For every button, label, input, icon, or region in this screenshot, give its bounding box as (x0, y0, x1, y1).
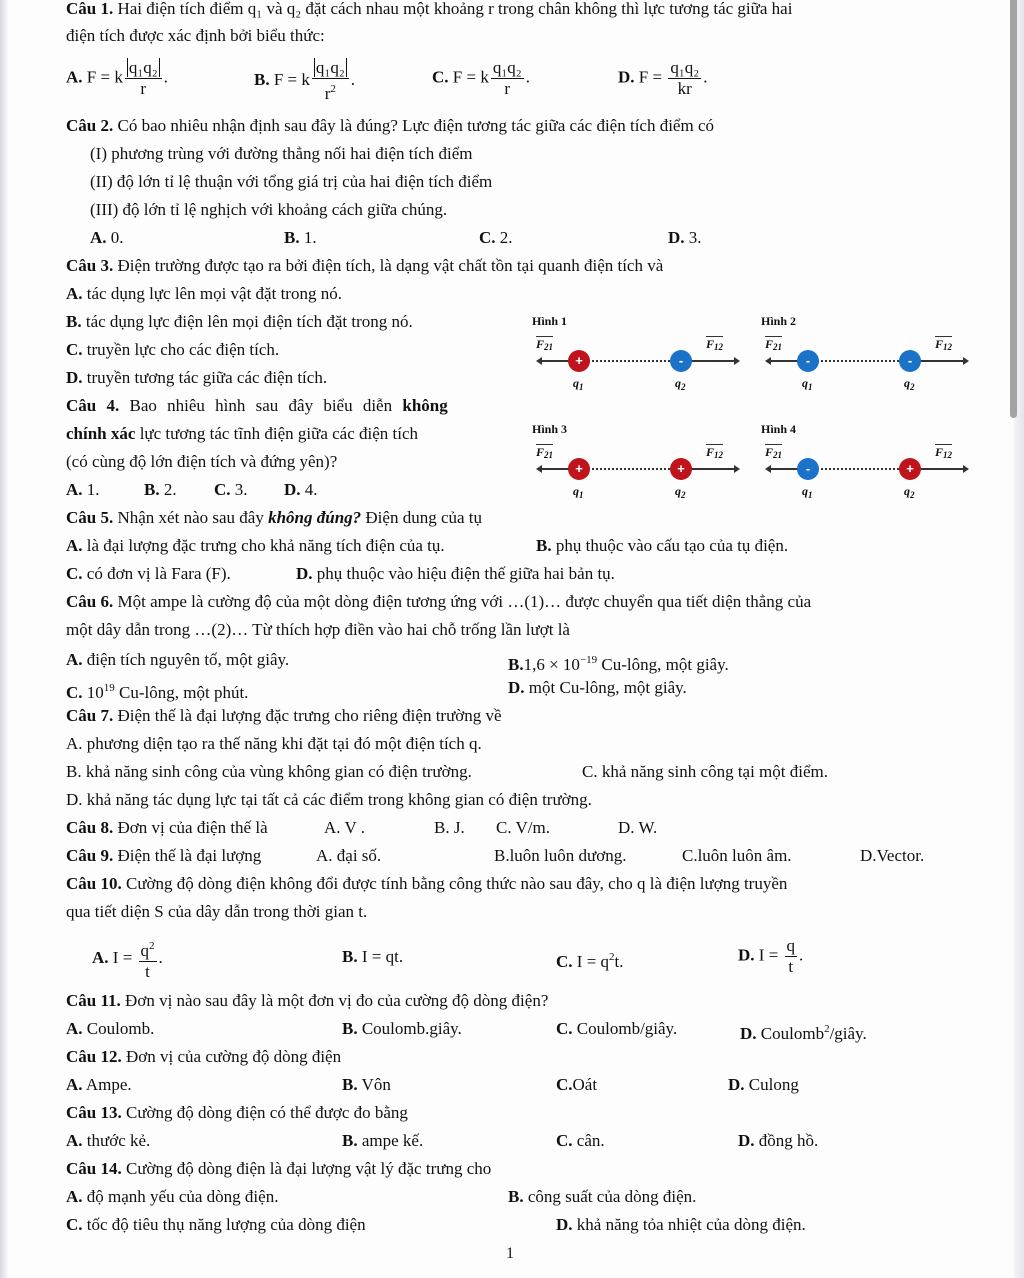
question-text: điện tích được xác định bởi biểu thức: (66, 26, 325, 45)
option-key: D. (618, 67, 635, 87)
option-text: Oát (572, 1075, 598, 1094)
q1-option-c: C. F = k $\frac{\text{q₁q₂}}{r}$ . (432, 58, 530, 98)
option-text: khả năng tỏa nhiệt của dòng điện. (572, 1215, 806, 1234)
figure-title: Hình 1 (532, 314, 568, 328)
question-3-stem (66, 255, 663, 277)
question-label: Câu 13. (66, 1103, 122, 1122)
formula-prefix: I = (112, 947, 137, 967)
exponent: 2 (330, 83, 336, 95)
q13-option-b (342, 1130, 423, 1152)
positive-charge-icon: + (568, 458, 590, 480)
option-text: Cu-lông, một giây. (597, 655, 729, 674)
formula-prefix: F = (638, 67, 667, 87)
question-10-stem (66, 873, 787, 895)
question-text: Đơn vị của cường độ dòng điện (121, 1047, 342, 1066)
option-text: tác dụng lực lên mọi vật đặt trong nó. (82, 284, 342, 303)
option-text: công suất của dòng điện. (523, 1187, 697, 1206)
negative-charge-icon: - (797, 350, 819, 372)
question-label: Câu 8. (66, 818, 114, 837)
arrow-left-icon (765, 357, 771, 365)
q13-option-c (556, 1130, 605, 1152)
question-text: Đơn vị nào sau đây là một đơn vị đo của cường độ dòng điện? (120, 991, 549, 1010)
option-key: C. (556, 1019, 573, 1038)
option-key: A. (66, 284, 83, 303)
fraction (139, 936, 157, 982)
option-key: C. (66, 340, 83, 359)
question-12-stem (66, 1046, 341, 1068)
option-key: A. (92, 947, 109, 967)
numerator: q₁q₂ (128, 58, 158, 77)
formula-prefix: F = k (452, 67, 489, 87)
question-text: Điện trường được tạo ra bởi điện tích, là dạng vật chất tồn tại quanh điện tích và (113, 256, 664, 275)
denominator: r (504, 79, 511, 98)
option-text: 1,6 × 10 (523, 655, 580, 674)
question-4-stem-cont2 (66, 451, 337, 473)
option-key: C. (214, 480, 231, 499)
question-label: Câu 1. (66, 0, 114, 18)
question-8-stem (66, 817, 268, 839)
option-key: B. (536, 536, 552, 555)
q8-option-d: D. W. (618, 818, 658, 837)
question-label: Câu 4. (66, 396, 120, 415)
emphasis-text: chính xác (66, 424, 136, 443)
arrow-right-icon (734, 357, 740, 365)
option-key: C. (556, 1075, 573, 1094)
q1-option-a: A. F = k $\frac{\text{q₁q₂}}{r}$ . (66, 58, 168, 98)
figure-title: Hình 3 (532, 422, 568, 436)
option-text: /giây. (829, 1024, 867, 1043)
option-key: B. (144, 480, 160, 499)
q9-option-b: B.luôn luôn dương. (494, 846, 627, 865)
q11-option-d (740, 1018, 867, 1045)
question-label: Câu 11. (66, 991, 121, 1010)
q2-option-d (668, 227, 702, 249)
option-text: Coulomb (756, 1024, 825, 1043)
question-text: Hai điện tích điểm q₁ và q₂ đặt cách nhau một khoảng r trong chân không thì lực tương tác giữa hai (113, 0, 793, 18)
q3-option-a (66, 283, 342, 305)
figure-hinh-4 (759, 422, 979, 512)
question-text: Cường độ dòng điện không đổi được tính bằng công thức nào sau đây, cho q là điện lượng truyền (121, 874, 788, 893)
option-text: 10 (82, 683, 104, 702)
option-text: có đơn vị là Fara (F). (82, 564, 231, 583)
option-text: t. (614, 952, 624, 971)
figure-title: Hình 4 (761, 422, 797, 436)
positive-charge-icon: + (670, 458, 692, 480)
q6-option-c (66, 677, 248, 704)
exponent: 19 (103, 682, 115, 694)
q9-option-a: A. đại số. (316, 846, 382, 865)
question-label: Câu 5. (66, 508, 114, 527)
question-6-stem-cont (66, 619, 570, 641)
question-label: Câu 2. (66, 116, 114, 135)
charge-label-q2: $q_2$ (904, 484, 915, 500)
q14-option-c (66, 1214, 366, 1236)
arrow-left-icon (536, 465, 542, 473)
figure-hinh-3 (530, 422, 750, 512)
option-key: B. (254, 69, 270, 89)
numerator: q₁q₂ (670, 58, 700, 77)
question-label: Câu 9. (66, 846, 114, 865)
option-key: D. (738, 1131, 755, 1150)
exponent: 2 (824, 1023, 830, 1035)
q9-option-c: C.luôn luôn âm. (682, 846, 792, 865)
emphasis-text: không đúng? (268, 508, 362, 527)
q12-option-b (342, 1074, 391, 1096)
option-key: C. (479, 228, 496, 247)
question-label: Câu 6. (66, 592, 114, 611)
q8-option-a: A. V . (324, 818, 365, 837)
q10-option-a: A. I = $\frac{q^2}{t}$ . (92, 936, 163, 982)
q4-option-a (66, 479, 100, 501)
figure-hinh-2 (759, 314, 979, 404)
force-label-f21: $F_{21}$ (536, 445, 554, 460)
question-7-stem (66, 705, 502, 727)
figure-hinh-1 (530, 314, 750, 404)
q2-statement-3: (III) độ lớn tỉ lệ nghịch với khoảng cách giữa chúng. (90, 200, 448, 219)
option-text: 2. (159, 480, 177, 499)
q10-option-c (556, 946, 624, 973)
q14-option-a (66, 1186, 278, 1208)
option-key: A. (66, 650, 83, 669)
option-text: I = q (576, 952, 610, 971)
q14-option-d (556, 1214, 806, 1236)
question-1-stem-cont (66, 25, 325, 47)
force-label-f21: $F_{21}$ (536, 337, 554, 352)
fraction (312, 58, 349, 104)
option-text: 3. (230, 480, 248, 499)
option-text: 4. (300, 480, 318, 499)
option-key: A. (66, 1019, 83, 1038)
q11-option-a (66, 1018, 154, 1040)
exponent: −19 (579, 654, 598, 666)
negative-charge-icon: - (797, 458, 819, 480)
arrow-right-icon (734, 465, 740, 473)
q6-option-a (66, 649, 289, 671)
option-key: C. (66, 564, 83, 583)
denominator: t (788, 957, 794, 976)
q2-statement-2: (II) độ lớn tỉ lệ thuận với tổng giá trị của hai điện tích điểm (90, 172, 493, 191)
scrollbar-thumb[interactable] (1010, 0, 1017, 418)
q12-option-c (556, 1074, 597, 1096)
option-text: cân. (572, 1131, 605, 1150)
force-label-f12: $F_{12}$ (935, 445, 953, 460)
q3-option-c (66, 339, 279, 361)
question-label: Câu 10. (66, 874, 122, 893)
option-text: phụ thuộc vào hiệu điện thế giữa hai bản tụ. (312, 564, 615, 583)
option-key: C. (66, 1215, 83, 1234)
charge-label-q1: $q_1$ (802, 484, 813, 500)
q8-option-b: B. J. (434, 818, 465, 837)
denominator: r (324, 84, 331, 103)
negative-charge-icon: - (899, 350, 921, 372)
option-text: Cu-lông, một phút. (114, 683, 249, 702)
option-text: Vôn (357, 1075, 391, 1094)
q12-option-a (66, 1074, 132, 1096)
fraction (668, 58, 701, 99)
option-text: 0. (106, 228, 124, 247)
numerator: q (786, 936, 796, 955)
option-text: Coulomb/giây. (572, 1019, 678, 1038)
denominator: r (140, 79, 147, 98)
option-key: A. (90, 228, 107, 247)
question-4-stem-cont (66, 423, 418, 445)
question-text: Đơn vị của điện thế là (113, 818, 268, 837)
q6-option-d (508, 677, 687, 699)
option-text: ampe kế. (357, 1131, 424, 1150)
arrow-right-icon (963, 465, 969, 473)
q1-option-d: D. F = $\frac{\text{q₁q₂}}{kr}$ . (618, 58, 708, 98)
arrow-left-icon (765, 465, 771, 473)
question-11-stem (66, 990, 548, 1012)
q1-option-b: B. F = k $\frac{\text{q₁q₂}}{r^2}$ . (254, 58, 355, 103)
question-1-stem (66, 0, 792, 20)
q9-option-d: D.Vector. (860, 846, 925, 865)
numerator: q (140, 941, 150, 960)
q5-option-a (66, 535, 445, 557)
q2-statement-1: (I) phương trùng với đường thẳng nối hai điện tích điểm (90, 144, 473, 163)
option-text: 1. (299, 228, 317, 247)
option-key: A. (66, 1187, 83, 1206)
exponent: 2 (609, 951, 615, 963)
option-text: Ampe. (82, 1075, 132, 1094)
option-key: D. (738, 945, 755, 965)
q8-option-c: C. V/m. (496, 818, 551, 837)
q4-option-b (144, 479, 177, 501)
question-2-stem (66, 115, 714, 137)
q14-option-b (508, 1186, 696, 1208)
charge-label-q1: $q_1$ (573, 376, 584, 392)
force-label-f21: $F_{21}$ (765, 445, 783, 460)
question-text: Điện dung của tụ (361, 508, 483, 527)
q7-option-d: D. khả năng tác dụng lực tại tất cả các điểm trong không gian có điện trường. (66, 790, 592, 809)
exponent: 2 (149, 940, 155, 952)
option-key: D. (728, 1075, 745, 1094)
formula-prefix: F = k (273, 69, 310, 89)
option-key: B. (508, 655, 524, 674)
emphasis-text: không (402, 396, 448, 415)
option-key: B. (508, 1187, 524, 1206)
option-text: I = qt. (361, 947, 404, 966)
option-key: D. (296, 564, 313, 583)
option-key: A. (66, 536, 83, 555)
q2-option-c (479, 227, 513, 249)
option-key: C. (556, 1131, 573, 1150)
q7-option-b: B. khả năng sinh công của vùng không gian có điện trường. (66, 762, 472, 781)
question-6-stem (66, 591, 811, 613)
question-10-stem-cont (66, 901, 367, 923)
option-key: A. (66, 1131, 83, 1150)
option-text: là đại lượng đặc trưng cho khả năng tích điện của tụ. (82, 536, 445, 555)
charge-label-q1: $q_1$ (573, 484, 584, 500)
option-key: B. (342, 947, 358, 966)
option-text: một Cu-lông, một giây. (524, 678, 687, 697)
option-text: 1. (82, 480, 100, 499)
option-key: A. (66, 67, 83, 87)
q5-option-c (66, 563, 231, 585)
charge-label-q1: $q_1$ (802, 376, 813, 392)
option-text: phụ thuộc vào cấu tạo của tụ điện. (551, 536, 789, 555)
question-label: Câu 14. (66, 1159, 122, 1178)
q7-option-a: A. phương diện tạo ra thế năng khi đặt tại đó một điện tích q. (66, 734, 482, 753)
q12-option-d (728, 1074, 799, 1096)
q5-option-d (296, 563, 615, 585)
question-text: lực tương tác tĩnh điện giữa các điện tích (135, 424, 419, 443)
option-key: A. (66, 1075, 83, 1094)
option-text: Culong (744, 1075, 799, 1094)
question-text: Cường độ dòng điện là đại lượng vật lý đặc trưng cho (121, 1159, 492, 1178)
option-key: B. (342, 1075, 358, 1094)
question-text: qua tiết diện S của dây dẫn trong thời gian t. (66, 902, 368, 921)
question-text: Bao nhiêu hình sau đây biểu diễn (119, 396, 403, 415)
q13-option-d (738, 1130, 818, 1152)
option-text: điện tích nguyên tố, một giây. (82, 650, 290, 669)
q11-option-b (342, 1018, 462, 1040)
option-text: Coulomb.giây. (357, 1019, 462, 1038)
option-key: B. (66, 312, 82, 331)
force-label-f12: $F_{12}$ (706, 337, 724, 352)
denominator: kr (677, 79, 692, 98)
question-label: Câu 12. (66, 1047, 122, 1066)
q4-option-c (214, 479, 248, 501)
charge-label-q2: $q_2$ (904, 376, 915, 392)
question-text: Điện thế là đại lượng (113, 846, 262, 865)
option-key: C. (556, 952, 573, 971)
force-label-f12: $F_{12}$ (935, 337, 953, 352)
force-label-f21: $F_{21}$ (765, 337, 783, 352)
question-14-stem (66, 1158, 491, 1180)
question-text: Cường độ dòng điện có thể được đo bằng (121, 1103, 408, 1122)
option-key: B. (342, 1019, 358, 1038)
numerator: q₁q₂ (492, 58, 522, 77)
q10-option-b (342, 946, 403, 968)
option-key: D. (556, 1215, 573, 1234)
q2-option-b (284, 227, 317, 249)
option-text: truyền tương tác giữa các điện tích. (82, 368, 328, 387)
option-text: độ mạnh yếu của dòng điện. (82, 1187, 279, 1206)
option-text: Coulomb. (82, 1019, 155, 1038)
option-key: C. (432, 67, 449, 87)
option-text: 3. (684, 228, 702, 247)
question-5-stem (66, 507, 482, 529)
question-label: Câu 3. (66, 256, 114, 275)
option-key: D. (284, 480, 301, 499)
q10-option-d: D. I = $\frac{q}{t}$ . (738, 936, 804, 976)
question-text: Điện thế là đại lượng đặc trưng cho riêng điện trường về (113, 706, 502, 725)
q11-option-c (556, 1018, 677, 1040)
formula-prefix: F = k (86, 67, 123, 87)
option-text: truyền lực cho các điện tích. (82, 340, 280, 359)
option-key: D. (508, 678, 525, 697)
option-text: thước kẻ. (82, 1131, 151, 1150)
positive-charge-icon: + (899, 458, 921, 480)
option-text: đồng hồ. (754, 1131, 819, 1150)
charge-label-q2: $q_2$ (675, 484, 686, 500)
q2-option-a (90, 227, 124, 249)
question-4-stem (66, 395, 448, 417)
q3-option-b (66, 311, 413, 333)
negative-charge-icon: - (670, 350, 692, 372)
option-key: A. (66, 480, 83, 499)
arrow-left-icon (536, 357, 542, 365)
question-text: (có cùng độ lớn điện tích và đứng yên)? (66, 452, 338, 471)
q6-option-b (508, 649, 729, 676)
option-key: C. (66, 683, 83, 702)
figure-title: Hình 2 (761, 314, 797, 328)
question-text: Có bao nhiêu nhận định sau đây là đúng? Lực điện tương tác giữa các điện tích điểm có (113, 116, 714, 135)
option-text: tác dụng lực điện lên mọi điện tích đặt trong nó. (81, 312, 413, 331)
option-key: D. (668, 228, 685, 247)
q3-option-d (66, 367, 327, 389)
option-text: 2. (495, 228, 513, 247)
question-text: Một ampe là cường độ của một dòng điện tương ứng với …(1)… được chuyển qua tiết diện thẳng của (113, 592, 812, 611)
question-text: một dây dẫn trong …(2)… Từ thích hợp điền vào hai chỗ trống lần lượt là (66, 620, 570, 639)
q5-option-b (536, 535, 788, 557)
page-number: 1 (506, 1245, 514, 1262)
formula-prefix: I = (758, 945, 783, 965)
option-key: B. (342, 1131, 358, 1150)
fraction (125, 58, 162, 99)
option-key: D. (740, 1024, 757, 1043)
fraction (785, 936, 798, 977)
positive-charge-icon: + (568, 350, 590, 372)
question-text: Nhận xét nào sau đây (113, 508, 269, 527)
option-text: tốc độ tiêu thụ năng lượng của dòng điện (82, 1215, 366, 1234)
fraction (491, 58, 524, 99)
question-label: Câu 7. (66, 706, 114, 725)
q4-option-d (284, 479, 318, 501)
question-13-stem (66, 1102, 408, 1124)
charge-label-q2: $q_2$ (675, 376, 686, 392)
numerator: q₁q₂ (315, 58, 345, 77)
force-label-f12: $F_{12}$ (706, 445, 724, 460)
q13-option-a (66, 1130, 150, 1152)
arrow-right-icon (963, 357, 969, 365)
option-key: B. (284, 228, 300, 247)
option-key: D. (66, 368, 83, 387)
question-9-stem (66, 845, 261, 867)
denominator: t (145, 962, 150, 981)
q7-option-c: C. khả năng sinh công tại một điểm. (582, 762, 828, 781)
